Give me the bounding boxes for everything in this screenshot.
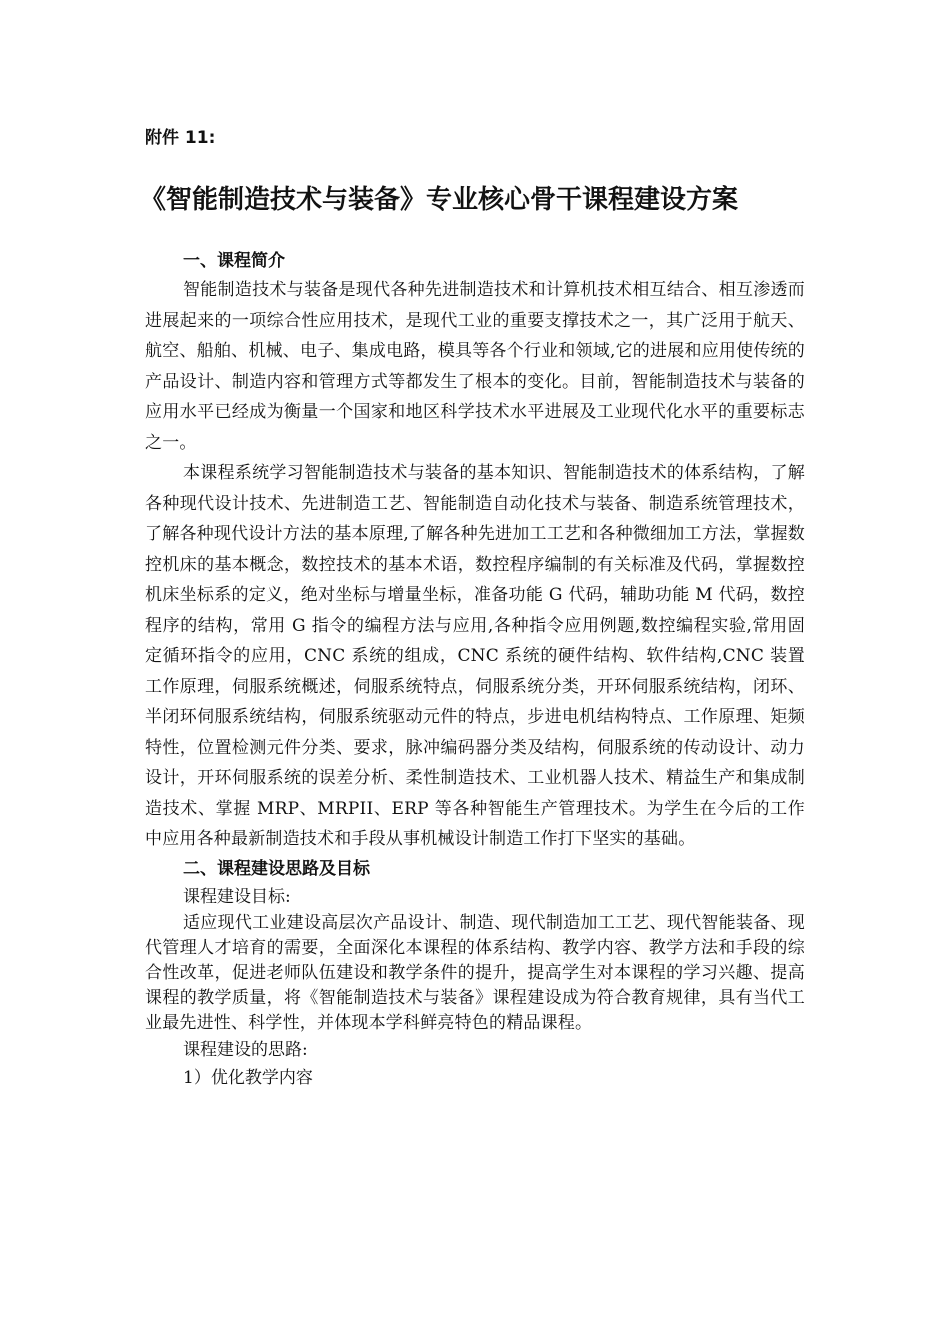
intro-paragraph-2: 本课程系统学习智能制造技术与装备的基本知识、智能制造技术的体系结构，了解各种现代设计技术、先进制造工艺、智能制造自动化技术与装备、制造系统管理技术，了解各种现代设计方法的基本原理,了解各种先进加工工艺和各种微细加工方法，掌握数控机床的基本概念，数控技术的基本术语，数控程序编制的有关标准及代码，掌握数控机床坐标系的定义，绝对坐标与增量坐标，准备功能 G 代码，辅助功能 M 代码，数控程序的结构，常用 G 指令的编程方法与应用,各种指令应用例题,数控编程实验,常用固定循环指令的应用，CNC 系统的组成，CNC 系统的硬件结构、软件结构,CNC 装置工作原理，伺服系统概述，伺服系统特点，伺服系统分类，开环伺服系统结构，闭环、半闭环伺服系统结构，伺服系统驱动元件的特点，步进电机结构特点、工作原理、矩频特性，位置检测元件分类、要求，脉冲编码器分类及结构，伺服系统的传动设计、动力设计，开环伺服系统的误差分析、柔性制造技术、工业机器人技术、精益生产和集成制造技术、掌握 MRP、MRPII、ERP 等各种智能生产管理技术。为学生在今后的工作中应用各种最新制造技术和手段从事机械设计制造工作打下坚实的基础。 — [145, 463, 805, 849]
idea-item-1: 1）优化教学内容 — [183, 1067, 313, 1088]
attachment-label: 附件 11: — [145, 128, 216, 148]
document-title: 《智能制造技术与装备》专业核心骨干课程建设方案 — [140, 185, 739, 215]
idea-label: 课程建设的思路: — [183, 1039, 308, 1060]
goal-label: 课程建设目标: — [183, 886, 291, 907]
section-heading-goals: 二、课程建设思路及目标 — [183, 858, 370, 879]
goal-paragraph: 适应现代工业建设高层次产品设计、制造、现代制造加工工艺、现代智能装备、现代管理人才培育的需要，全面深化本课程的体系结构、教学内容、教学方法和手段的综合性改革，促进老师队伍建设和教学条件的提升，提高学生对本课程的学习兴趣、提高课程的教学质量，将《智能制造技术与装备》课程建设成为符合教育规律，具有当代工业最先进性、科学性，并体现本学科鲜亮特色的精品课程。 — [145, 912, 805, 1033]
intro-paragraph-1: 智能制造技术与装备是现代各种先进制造技术和计算机技术相互结合、相互渗透而进展起来的一项综合性应用技术，是现代工业的重要支撑技术之一，其广泛用于航天、航空、船舶、机械、电子、集成电路，模具等各个行业和领域,它的进展和应用使传统的产品设计、制造内容和管理方式等都发生了根本的变化。目前，智能制造技术与装备的应用水平已经成为衡量一个国家和地区科学技术水平进展及工业现代化水平的重要标志之一。 — [145, 280, 805, 453]
section-heading-intro: 一、课程简介 — [183, 251, 285, 271]
document-body — [145, 247, 805, 1092]
